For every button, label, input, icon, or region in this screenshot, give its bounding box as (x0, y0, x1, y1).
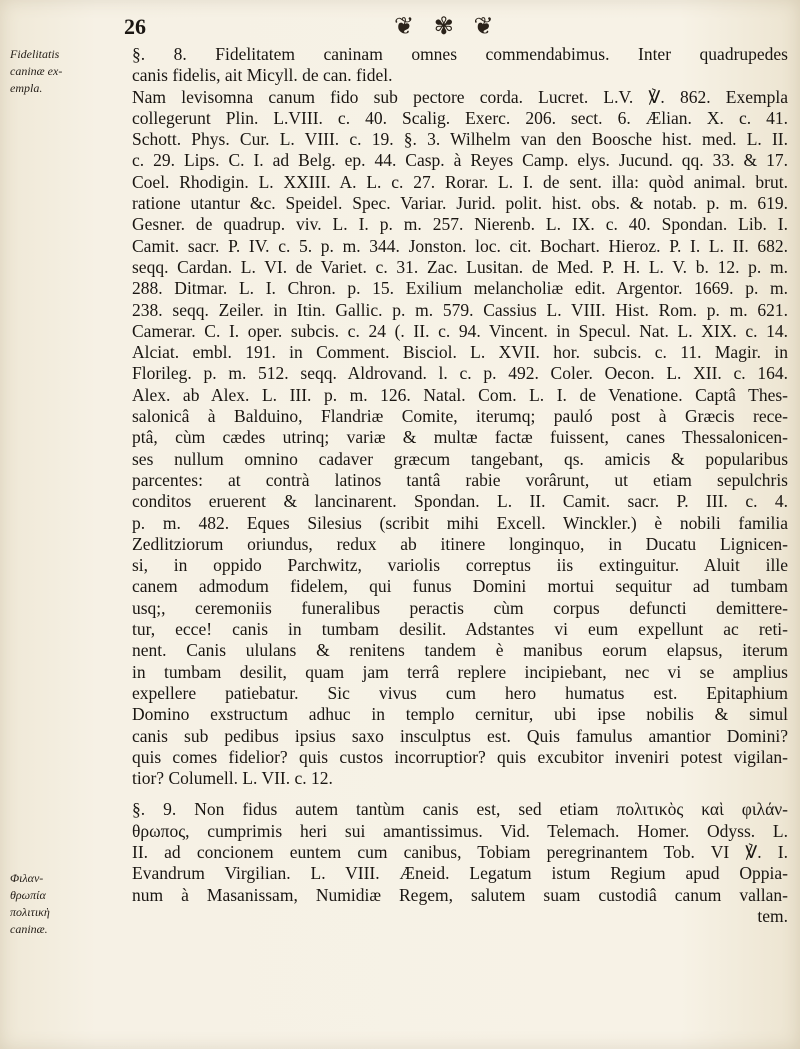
text-line: parcentes: at contrà latinos tantâ rabie vorârunt, ut etiam sepulchris (132, 469, 788, 490)
paragraph-section-9 (132, 799, 788, 927)
text-line: Gesner. de quadrup. viv. L. I. p. m. 257. Nierenb. L. IX. c. 40. Spondan. Lib. I. (132, 214, 788, 235)
text-line: Evandrum Virgilian. L. VIII. Æneid. Legatum istum Regium apud Oppia- (132, 863, 788, 884)
text-line: Coel. Rhodigin. L. XXIII. A. L. c. 27. Rorar. L. I. de sent. illa: quòd animal. brut. (132, 171, 788, 192)
text-line: tior? Columell. L. VII. c. 12. (132, 768, 333, 789)
margin-note-line: Fidelitatis (10, 47, 60, 61)
text-line: canis sub pedibus ipsius saxo insculptus est. Quis famulus amantior Domini? (132, 725, 788, 746)
text-line: quis comes fidelior? quis custos incorruptior? quis excubitor inveniri potest vigilan- (132, 746, 788, 767)
text-line: usq;, ceremoniis funeralibus peractis cùm corpus defuncti demittere- (132, 597, 788, 618)
text-line: §. 8. Fidelitatem caninam omnes commendabimus. Inter quadrupedes (132, 44, 788, 64)
margin-note-line: empla. (10, 81, 43, 95)
text-line: collegerunt Plin. L.VIII. c. 40. Scalig. Exerc. 206. sect. 6. Ælian. X. c. 41. (132, 107, 788, 128)
text-line: Schott. Phys. Cur. L. VIII. c. 19. §. 3. Wilhelm van den Boosche hist. med. L. II. (132, 129, 788, 150)
margin-note-fidelity (10, 46, 122, 97)
text-line: p. m. 482. Eques Silesius (scribit mihi Excell. Winckler.) è nobili familia (132, 512, 788, 533)
text-line: in tumbam desilit, quam jam terrâ replere incipiebant, nec vi se amplius (132, 661, 788, 682)
text-line: seqq. Cardan. L. VI. de Variet. c. 31. Zac. Lusitan. de Med. P. H. L. V. b. 12. p. m. (132, 256, 788, 277)
text-line: §. 9. Non fidus autem tantùm canis est, sed etiam πολιτικὸς καὶ φιλάν- (132, 799, 788, 820)
text-line: 288. Ditmar. L. I. Chron. p. 15. Exilium melancholiæ edit. Argentor. 1669. p. m. (132, 278, 788, 299)
text-line: expellere patiebatur. Sic vivus cum hero humatus est. Epitaphium (132, 682, 788, 703)
text-line: Camerar. C. I. oper. subcis. c. 24 (. II. c. 94. Vincent. in Specul. Nat. L. XIX. c. 14. (132, 320, 788, 341)
text-line: si, in oppido Parchwitz, variolis correptus iis extinguitur. Aluit ille (132, 555, 788, 576)
margin-note-line: Φιλαν- (10, 871, 44, 885)
text-line: Domino exstructum adhuc in templo cernitur, ubi ipse nobilis & simul (132, 704, 788, 725)
text-line: salonicâ à Balduino, Flandriæ Comite, iterumq; pauló post à Græcis rece- (132, 406, 788, 427)
text-line: canem admodum fidelem, qui funus Domini mortui sequitur ad tumbam (132, 576, 788, 597)
margin-note-line: caninæ ex- (10, 64, 63, 78)
page-number: 26 (124, 14, 146, 39)
text-line: tur, ecce! canis in tumbam desilit. Adstantes vi eum expellunt ac reti- (132, 619, 788, 640)
text-line: Alex. ab Alex. L. III. p. m. 126. Natal. Com. L. I. de Venatione. Captâ Thes- (132, 384, 788, 405)
text-line: tem. (757, 905, 788, 926)
margin-note-philanthropy (10, 870, 122, 938)
text-line: ses nullum omnino cadaver græcum tangebant, qs. amicis & popularibus (132, 448, 788, 469)
text-line: ratione utantur &c. Speidel. Spec. Variar. Jurid. polit. hist. obs. & notab. p. m. 619. (132, 193, 788, 214)
text-line: Zedlitziorum oriundus, redux ab itinere longinquo, in Ducatu Lignicen- (132, 533, 788, 554)
paragraph-gap (132, 789, 788, 799)
text-line: ptâ, cùm cædes utrinq; variæ & multæ factæ fuissent, canes Thessalonicen- (132, 427, 788, 448)
margin-note-line: θρωπία (10, 888, 46, 902)
text-line: 238. seqq. Zeiler. in Itin. Gallic. p. m. 579. Cassius L. VIII. Hist. Rom. p. m. 621. (132, 299, 788, 320)
text-line: Florileg. p. m. 512. seqq. Aldrovand. l. c. p. 492. Coler. Oecon. L. XII. c. 164. (132, 363, 788, 384)
paragraph-section-8 (132, 44, 788, 789)
margin-note-line: caninæ. (10, 922, 48, 936)
text-line: θρωπος, cumprimis heri sui amantissimus. Vid. Telemach. Homer. Odyss. L. (132, 820, 788, 841)
text-line: Alciat. embl. 191. in Comment. Bisciol. L. XVII. hor. subcis. c. 11. Magir. in (132, 342, 788, 363)
text-line: num à Masanissam, Numidiæ Regem, salutem suam custodiâ canum vallan- (132, 884, 788, 905)
page-header (124, 12, 784, 46)
text-line: c. 29. Lips. C. I. ad Belg. ep. 44. Casp. à Reyes Camp. elys. Jucund. qq. 33. & 17. (132, 150, 788, 171)
margin-note-line: πολιτικὴ (10, 905, 50, 919)
text-line: canis fidelis, ait Micyll. de can. fidel. (132, 65, 393, 86)
text-line: Camit. sacr. P. IV. c. 5. p. m. 344. Jonston. loc. cit. Bochart. Hieroz. P. I. L. II. 682. (132, 235, 788, 256)
text-line: nent. Canis ululans & renitens tandem è manibus eorum elapsus, iterum (132, 640, 788, 661)
text-line: Nam levisomna canum fido sub pectore corda. Lucret. L.V. ℣. 862. Exempla (132, 86, 788, 107)
text-line: conditos eruerent & lancinarent. Spondan. L. II. Camit. sacr. P. III. c. 4. (132, 491, 788, 512)
main-text (132, 44, 788, 927)
text-line: II. ad concionem euntem cum canibus, Tobiam peregrinantem Tob. VI ℣. I. (132, 841, 788, 862)
header-ornament: ❦ ✾ ❦ (394, 12, 500, 40)
